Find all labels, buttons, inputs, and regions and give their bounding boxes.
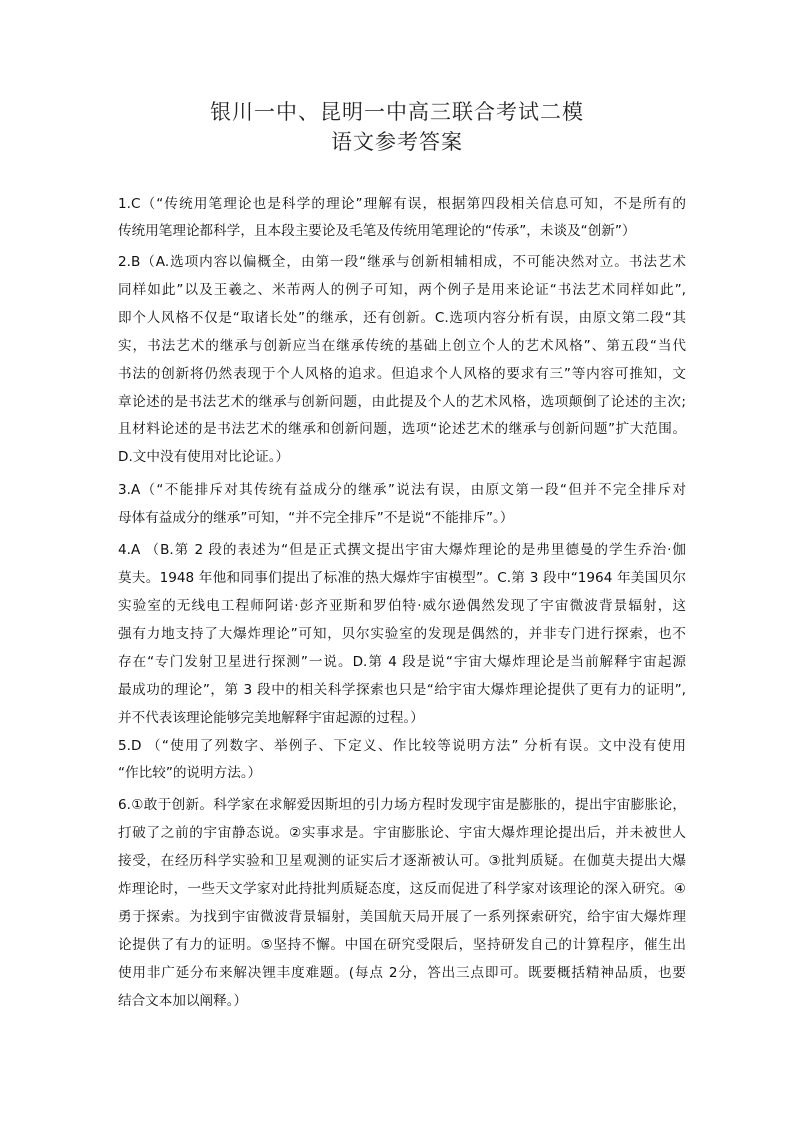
- answer-line: 论提供了有力的证明。⑤坚持不懈。中国在研究受限后，坚持研发自己的计算程序，催生出: [118, 937, 686, 953]
- answer-line: 4.A （B.第 2 段的表述为“但是正式撰文提出宇宙大爆炸理论的是弗里德曼的学生乔治·伽: [118, 542, 686, 558]
- answer-line: 5.D （“使用了列数字、举例子、下定义、作比较等说明方法” 分析有误。文中没有使用: [118, 738, 686, 754]
- answer-line: 即个人风格不仅是“取诸长处”的继承，还有创新。C.选项内容分析有误，由原文第二段“其: [118, 309, 686, 326]
- document-title: 银川一中、昆明一中高三联合考试二模: [210, 100, 584, 124]
- answer-line: 且材料论述的是书法艺术的继承和创新问题，选项“论述艺术的继承与创新问题”扩大范围。: [118, 421, 686, 438]
- answer-line: 使用非广延分布来解决锂丰度难题。(每点 2分，答出三点即可。既要概括精神品质，也要: [118, 965, 686, 981]
- answer-line: 实，书法艺术的继承与创新应当在继承传统的基础上创立个人的艺术风格”、第五段“当代: [118, 337, 686, 354]
- answer-line: 打破了之前的宇宙静态说。②实事求是。宇宙膨胀论、宇宙大爆炸理论提出后，并未被世人: [118, 825, 686, 841]
- answer-line: 3.A（“不能排斥对其传统有益成分的继承”说法有误，由原文第一段“但并不完全排斥对: [118, 482, 686, 498]
- answer-line: 存在“专门发射卫星进行探测”一说。D.第 4 段是说“宇宙大爆炸理论是当前解释宇宙起源: [118, 654, 686, 670]
- answer-line: 强有力地支持了大爆炸理论”可知，贝尔实验室的发现是偶然的，并非专门进行探索，也不: [118, 626, 686, 642]
- document-subtitle: 语文参考答案: [331, 130, 463, 154]
- answer-line: 炸理论时，一些天文学家对此持批判质疑态度，这反而促进了科学家对该理论的深入研究。④: [118, 881, 686, 897]
- answer-line: 实验室的无线电工程师阿诺·彭齐亚斯和罗伯特·威尔逊偶然发现了宇宙微波背景辐射，这: [118, 598, 686, 614]
- answer-line: 6.①敢于创新。科学家在求解爱因斯坦的引力场方程时发现宇宙是膨胀的，提出宇宙膨胀论，: [118, 797, 686, 813]
- answer-line: 勇于探索。为找到宇宙微波背景辐射，美国航天局开展了一系列探索研究，给宇宙大爆炸理: [118, 909, 686, 925]
- answer-line: 2.B（A.选项内容以偏概全，由第一段“继承与创新相辅相成，不可能决然对立。书法艺术: [118, 254, 686, 270]
- answer-line: 书法的创新将仍然表现于个人风格的追求。但追求个人风格的要求有三”等内容可推知，文: [118, 365, 686, 382]
- answer-line: 1.C（“传统用笔理论也是科学的理论”理解有误，根据第四段相关信息可知，不是所有的: [118, 196, 686, 212]
- answer-line: 莫夫。1948 年他和同事们提出了标准的热大爆炸宇宙模型”。C.第 3 段中“1964 年美国贝尔: [118, 570, 686, 586]
- answer-line: 接受，在经历科学实验和卫星观测的证实后才逐渐被认可。③批判质疑。在伽莫夫提出大爆: [118, 853, 686, 869]
- answer-line: “作比较”的说明方法。）: [118, 765, 262, 781]
- answer-line: 母体有益成分的继承”可知，“并不完全排斥”不是说“不能排斥”。）: [118, 510, 514, 526]
- answer-line: D.文中没有使用对比论证。）: [118, 449, 290, 466]
- answer-line: 章论述的是书法艺术的继承与创新问题，由此提及个人的艺术风格，选项颠倒了论述的主次;: [118, 393, 686, 410]
- answer-line: 同样如此”以及王羲之、米芾两人的例子可知，两个例子是用来论证“书法艺术同样如此”,: [118, 281, 686, 298]
- answer-line: 并不代表该理论能够完美地解释宇宙起源的过程。）: [118, 710, 424, 726]
- answer-line: 最成功的理论”，第 3 段中的相关科学探索也只是“给宇宙大爆炸理论提供了更有力的证明”,: [118, 682, 686, 698]
- answer-line: 结合文本加以阐释。）: [118, 993, 248, 1009]
- answer-line: 传统用笔理论都科学，且本段主要论及毛笔及传统用笔理论的“传承”，未谈及“创新”）: [118, 223, 636, 239]
